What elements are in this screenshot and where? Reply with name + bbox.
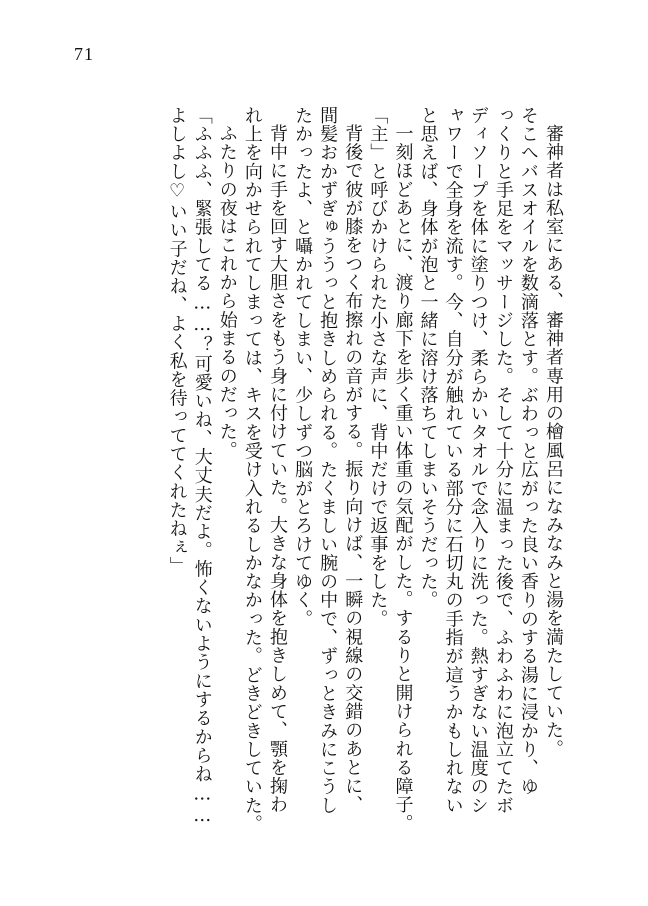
paragraph-continuation [315, 106, 340, 826]
text-line: 「ふふふ、緊張してる……？可愛いね、大丈夫だよ。怖くないようにするからね…… [191, 106, 213, 827]
text-line: れ上を向かせられてしまっては、キスを受け入れるしかなかった。どきどきしていた。 [241, 106, 263, 834]
text-line: ふたりの夜はこれから始まるのだった。 [216, 124, 238, 460]
paragraph-continuation [441, 106, 466, 826]
text-line: 間髪おかずぎゅううっと抱きしめられる。たくましい腕の中で、ずっときみにこうし [317, 106, 339, 815]
dialogue-line [190, 106, 215, 826]
paragraph-continuation [415, 106, 440, 826]
text-line: ャワーで全身を流す。今、自分が触れている部分に石切丸の手指が這うかもしれない [442, 106, 464, 815]
text-line: 「主」と呼びかけられた小さな声に、背中だけで返事をした。 [367, 106, 389, 629]
vertical-body-text [66, 106, 566, 834]
paragraph [265, 106, 290, 826]
paragraph [390, 106, 415, 833]
paragraph-continuation [365, 106, 390, 826]
paragraph [340, 106, 365, 826]
text-line: 一刻ほどあとに、渡り廊下を歩く重い体重の気配がした。するりと開けられる障子。 [392, 124, 414, 833]
dialogue-continuation [165, 106, 190, 826]
paragraph-continuation [240, 106, 265, 834]
text-line: 背後で彼が膝をつく布擦れの音がする。振り向けば、一瞬の視線の交錯のあとに、 [342, 124, 364, 815]
paragraph-continuation [290, 106, 315, 826]
text-line: っくりと手足をマッサージした。そして十分に温まった後で、ふわふわに泡立てたボ [492, 106, 514, 815]
text-line: 審神者は私室にある、審神者専用の檜風呂になみなみと湯を満たしていた。 [543, 124, 564, 759]
text-line: たかったよ、と囁かれてしまい、少しずつ脳がとろけてゆく。 [292, 106, 314, 629]
text-line: と思えば、身体が泡と一緒に溶け落ちてしまいそうだった。 [417, 106, 439, 610]
paragraph-continuation [466, 106, 491, 826]
page-number: 71 [74, 44, 94, 64]
paragraph-continuation [491, 106, 516, 826]
paragraph [541, 106, 566, 826]
text-line: そこへバスオイルを数滴落とす。ぶわっと広がった良い香りのする湯に浸かり、ゆ [517, 106, 539, 797]
text-line: よしよし♡いい子だね、よく私を待っててくれたねぇ」 [166, 106, 188, 576]
text-line: ディソープを体に塗りつけ、柔らかいタオルで念入りに洗った。熱すぎない温度のシ [467, 106, 489, 815]
paragraph [215, 106, 240, 826]
paragraph-continuation [516, 106, 541, 826]
text-line: 背中に手を回す大胆さをもう身に付けていた。大きな身体を抱きしめて、顎を掬わ [266, 124, 288, 815]
